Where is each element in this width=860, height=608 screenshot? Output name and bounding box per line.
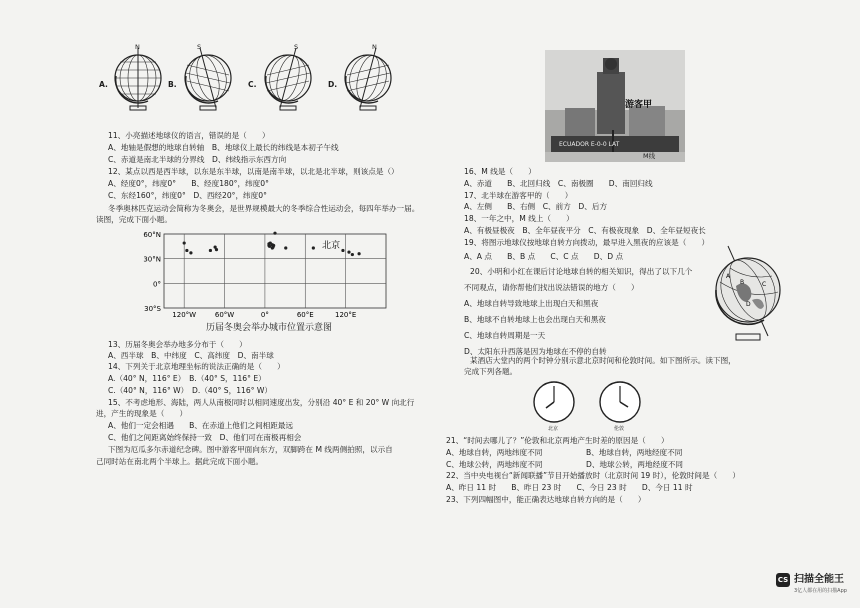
city-point — [214, 246, 217, 249]
app-name: 扫描全能王 — [794, 574, 844, 585]
question-21-option-c: C、地球公转，两地纬度不同 — [446, 460, 543, 469]
point-a-label: A — [726, 273, 731, 280]
question-18-options: A、有极昼极夜 B、全年昼夜平分 C、有极夜现象 D、全年昼短夜长 — [464, 226, 706, 235]
x-tick-label: 60°W — [214, 311, 235, 319]
question-20-line-2: 不同观点，请你帮他们找出说法错误的地方（ ） — [464, 283, 639, 292]
point-d-label: D — [746, 301, 751, 308]
question-11-options-ab: A、地轴是假想的地球自转轴 B、地球仪上最长的纬线是本初子午线 — [108, 143, 339, 152]
question-15-options-cd: C、他们之间距离始终保持一致 D、他们可在南极再相会 — [108, 433, 302, 442]
city-point — [185, 249, 188, 252]
question-15: 15、不考虑地形、海陆，两人从南极同时以相同速度出发，分别沿 40° E 和 20° W 向北行 — [108, 398, 415, 407]
globe-d-icon — [338, 46, 400, 112]
city-point — [341, 249, 344, 252]
city-point — [183, 241, 186, 244]
question-22-options: A、昨日 11 时 B、昨日 23 时 C、今日 23 时 D、今日 11 时 — [446, 483, 693, 492]
question-18: 18、一年之中，M 线上（ ） — [464, 214, 574, 223]
question-20-option-c: C、地球自转周期是一天 — [464, 331, 546, 340]
pole-n: N — [372, 43, 377, 51]
olympics-intro: 冬季奥林匹克运动会简称为冬奥会，是世界规模最大的冬季综合性运动会，每四年举办一届。 — [108, 204, 420, 213]
hotel-intro-2: 完成下列各题。 — [464, 367, 518, 376]
question-20: 20、小明和小红在课后讨论地球自转的相关知识，得出了以下几个 — [470, 267, 693, 276]
city-point — [312, 246, 315, 249]
globe-c-icon — [258, 46, 320, 112]
question-14-options-ab: A.（40° N，116° E） B.（40° S，116° E） — [108, 374, 266, 383]
y-tick-label: 30°S — [144, 305, 161, 313]
city-point — [271, 246, 274, 249]
question-17-options: A、左侧 B、右侧 C、前方 D、后方 — [464, 202, 608, 211]
x-tick-label: 0° — [260, 311, 269, 319]
question-19-options: A、A 点 B、B 点 C、C 点 D、D 点 — [464, 252, 624, 261]
monument-sign: ECUADOR E-0-0 LAT — [559, 141, 620, 148]
question-11: 11、小亮描述地球仪的语言，错误的是（ ） — [108, 131, 270, 140]
question-22: 22、当中央电视台“新闻联播”节目开始播放时（北京时间 19 时），伦敦时间是（ ） — [446, 471, 740, 480]
clock-london-label: 伦敦 — [614, 426, 625, 432]
olympics-location-chart — [128, 228, 393, 323]
x-tick-label: 120°E — [334, 311, 357, 319]
question-13: 13、历届冬奥会举办地多分布于（ ） — [108, 340, 247, 349]
chart-title: 历届冬奥会举办城市位置示意图 — [206, 323, 333, 333]
question-21: 21、“时间去哪儿了？”伦敦和北京两地产生时差的原因是（ ） — [446, 436, 669, 445]
city-point — [284, 246, 287, 249]
m-line-label: M线 — [643, 152, 656, 160]
y-tick-label: 60°N — [143, 231, 161, 239]
question-12-options-ab: A、经度0°，纬度0° B、经度180°，纬度0° — [108, 179, 269, 188]
option-label: D. — [328, 80, 338, 89]
city-point — [189, 251, 192, 254]
app-tagline: 3亿人都在用的扫描App — [794, 588, 847, 594]
question-20-option-b: B、地球不自转地球上也会出现白天和黑夜 — [464, 315, 606, 324]
question-14-options-cd: C.（40° N，116° W） D.（40° S，116° W） — [108, 386, 273, 395]
ecuador-monument-photo — [545, 50, 685, 162]
pole-s: S — [197, 43, 202, 51]
globe-b-icon — [178, 46, 240, 112]
point-c-label: C — [762, 281, 767, 288]
x-tick-label: 120°W — [172, 311, 197, 319]
question-19: 19、将图示地球仪按地球自转方向拨动，最早进入黑夜的应该是（ ） — [464, 238, 710, 247]
question-15-line-2: 进，产生的现象是（ ） — [96, 409, 188, 418]
y-tick-label: 0° — [153, 280, 161, 289]
rotation-globe-icon — [706, 240, 786, 350]
tourist-label: 游客甲 — [625, 100, 653, 110]
city-point — [351, 253, 354, 256]
question-21-option-a: A、地球自转，两地纬度不同 — [446, 448, 543, 457]
hotel-intro: 某酒店大堂内的两个时钟分别示意北京时间和伦敦时间。如下图所示。读下图， — [470, 356, 736, 365]
question-14: 14、下列关于北京地理坐标的说法正确的是（ ） — [108, 362, 285, 371]
city-point — [209, 249, 212, 252]
x-tick-label: 60°E — [296, 311, 314, 319]
city-point — [273, 232, 276, 235]
question-16: 16、M 线是（ ） — [464, 167, 536, 176]
option-label: A. — [99, 80, 108, 89]
olympics-intro-2: 读图，完成下面小题。 — [96, 215, 172, 224]
question-23: 23、下列四幅图中，能正确表达地球自转方向的是（ ） — [446, 495, 646, 504]
point-b-label: B — [740, 279, 745, 286]
question-16-options: A、赤道 B、北回归线 C、南极圈 D、南回归线 — [464, 179, 653, 188]
question-20-option-a: A、地球自转导致地球上出现白天和黑夜 — [464, 299, 599, 308]
city-point — [347, 250, 350, 253]
question-12: 12、某点以西是西半球，以东是东半球，以南是南半球，以北是北半球，则该点是（） — [108, 167, 399, 176]
globe-a-icon — [108, 46, 170, 112]
beijing-annotation: 北京 — [322, 240, 341, 251]
ecuador-intro-2: 己同时站在南北两个半球上。据此完成下面小题。 — [96, 457, 264, 466]
app-logo-badge: CS — [776, 573, 790, 587]
clock-beijing-label: 北京 — [548, 426, 559, 432]
question-20-option-d: D、太阳东升西落是因为地球在不停的自转 — [464, 347, 607, 356]
question-11-options-cd: C、赤道是南北半球的分界线 D、纬线指示东西方向 — [108, 155, 287, 164]
question-21-option-d: D、地球公转，两地经度不同 — [586, 460, 683, 469]
question-13-options: A、西半球 B、中纬度 C、高纬度 D、南半球 — [108, 351, 274, 360]
question-21-option-b: B、地球自转，两地经度不同 — [586, 448, 683, 457]
city-point — [357, 252, 360, 255]
city-point — [269, 241, 272, 244]
clocks-figure — [532, 378, 642, 432]
clock-faces — [532, 378, 642, 428]
pole-s: S — [294, 43, 299, 51]
option-label: C. — [248, 80, 257, 89]
pole-n: N — [135, 43, 140, 51]
question-17: 17、北半球在游客甲的（ ） — [464, 191, 573, 200]
y-tick-label: 30°N — [143, 255, 161, 264]
option-label: B. — [168, 80, 177, 89]
question-12-options-cd: C、东经160°，纬度0° D、西经20°，纬度0° — [108, 191, 267, 200]
ecuador-intro: 下图为厄瓜多尔赤道纪念碑。图中游客甲面向东方，双脚跨在 M 线两侧拍照，以示自 — [108, 445, 393, 454]
question-15-options-ab: A、他们一定会相遇 B、在赤道上他们之间相距最远 — [108, 421, 294, 430]
